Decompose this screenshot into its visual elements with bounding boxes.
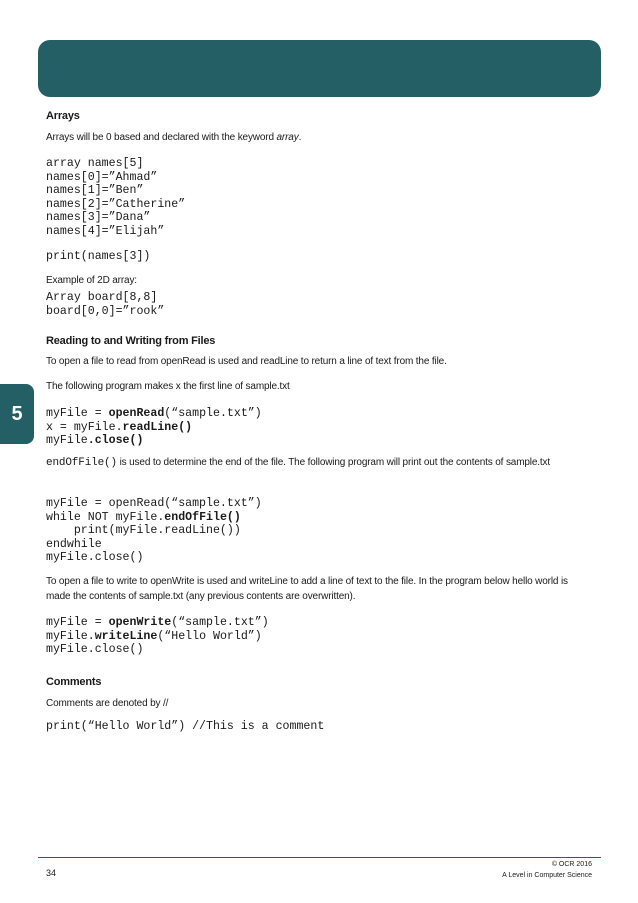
footer-subtitle: A Level in Computer Science (502, 872, 592, 879)
write-code-block (46, 616, 269, 657)
eof-code-block (46, 497, 262, 565)
code-text: myFile.close() (46, 643, 144, 657)
code-keyword: openRead (108, 407, 165, 420)
array-2d-code: Array board[8,8] board[0,0]=”rook” (46, 291, 165, 318)
code-text: myFile.close() (46, 551, 144, 565)
code-text: myFile = (46, 407, 109, 420)
section-tab (0, 384, 34, 444)
arrays-intro-keyword: array (276, 132, 299, 143)
section-number: 5 (11, 402, 23, 425)
files-paragraph-1: To open a file to read from openRead is used and readLine to return a line of text from the file. (46, 356, 447, 367)
code-text: endwhile (46, 537, 102, 551)
write-paragraph: To open a file to write to openWrite is used and writeLine to add a line of text to the file. In the program below hello world is made the contents of sample.txt (any previous contents are overwritten). (46, 576, 568, 602)
files-heading: Reading to and Writing from Files (46, 335, 216, 347)
code-keyword: .close() (87, 434, 144, 448)
comments-code: print(“Hello World”) //This is a comment (46, 720, 325, 733)
files-paragraph-2: The following program makes x the first line of sample.txt (46, 381, 290, 392)
header-band (38, 40, 601, 97)
arrays-intro (46, 130, 301, 145)
comments-heading: Comments (46, 676, 102, 688)
code-text: myFile (46, 434, 88, 448)
arrays-code-block: array names[5] names[0]=”Ahmad” names[1]=”Ben” names[2]=”Catherine” names[3]=”Dana” names[4]=”Elijah” (46, 157, 186, 238)
code-keyword: endOfFile() (164, 510, 241, 524)
arrays-heading: Arrays (46, 110, 80, 122)
comments-text: Comments are denoted by // (46, 698, 169, 709)
code-text: while NOT myFile. (46, 510, 165, 524)
code-text: (“Hello World”) (157, 629, 262, 643)
arrays-print-line: print(names[3]) (46, 250, 151, 263)
code-text: (“sample.txt”) (171, 616, 269, 629)
eof-text: is used to determine the end of the file. The following program will print out the contents of sample.txt (116, 457, 551, 468)
footer-divider (38, 857, 601, 858)
code-text: (“sample.txt”) (164, 407, 262, 420)
code-text: myFile = (46, 616, 109, 629)
eof-paragraph (46, 455, 576, 471)
code-text: myFile. (46, 629, 95, 643)
page-number: 34 (46, 868, 57, 878)
code-text: print(myFile.readLine()) (46, 524, 241, 538)
copyright-text: © OCR 2016 (551, 861, 592, 868)
code-keyword: writeLine (94, 629, 158, 643)
footer-copyright (502, 859, 592, 881)
code-text: x = myFile. (46, 420, 123, 434)
eof-inline-code: endOfFile() (46, 457, 117, 469)
read-code-block (46, 407, 262, 448)
arrays-intro-text: Arrays will be 0 based and declared with the keyword (46, 132, 277, 143)
example-2d-label: Example of 2D array: (46, 275, 137, 286)
code-keyword: openWrite (108, 616, 172, 629)
code-keyword: readLine() (122, 420, 193, 434)
code-text: myFile = openRead(“sample.txt”) (46, 497, 262, 510)
arrays-intro-end: . (298, 132, 302, 143)
